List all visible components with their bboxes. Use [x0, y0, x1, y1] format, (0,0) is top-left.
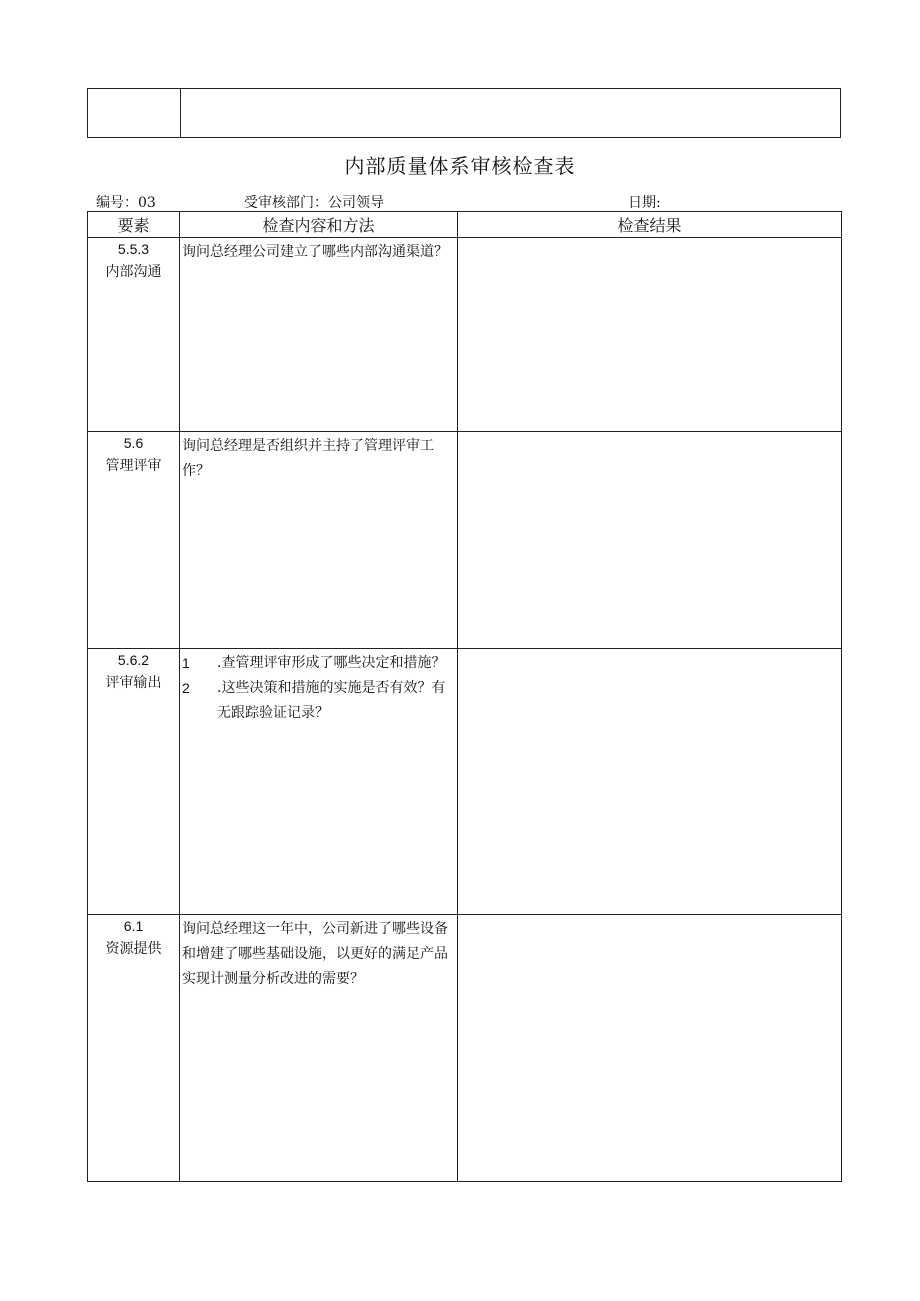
element-code: 6.1: [123, 918, 144, 934]
method-cell: [180, 649, 458, 915]
element-code: 5.5.3: [117, 241, 150, 257]
method-item-number: 2: [182, 680, 190, 696]
form-number: 编号：03: [96, 195, 156, 211]
result-cell[interactable]: [458, 238, 842, 432]
result-cell[interactable]: [458, 432, 842, 649]
method-item-text: .查管理评审形成了哪些决定和措施？: [217, 655, 446, 671]
table-row: [88, 432, 842, 649]
element-cell: [88, 238, 180, 432]
table-row: [88, 238, 842, 432]
top-header-box: [87, 88, 841, 138]
element-name: 评审输出: [105, 675, 162, 691]
element-cell: [88, 649, 180, 915]
audit-checklist-table: [87, 211, 842, 1182]
page-title: 内部质量体系审核检查表: [344, 154, 576, 178]
element-code: 5.6.2: [117, 652, 150, 668]
method-cell: [180, 432, 458, 649]
result-cell[interactable]: [458, 915, 842, 1182]
element-name: 资源提供: [105, 941, 162, 957]
method-text: 询问总经理这一年中，公司新进了哪些设备和增建了哪些基础设施，以更好的满足产品实现计测量分析改进的需要？: [182, 921, 448, 987]
table-header-row: [88, 212, 842, 238]
method-cell: [180, 238, 458, 432]
column-header-method: 检查内容和方法: [180, 212, 458, 238]
method-text: 询问总经理公司建立了哪些内部沟通渠道？: [182, 244, 448, 260]
method-item-number: 1: [182, 655, 190, 671]
table-row: [88, 649, 842, 915]
element-name: 内部沟通: [105, 264, 162, 280]
column-header-element: 要素: [88, 212, 180, 238]
method-cell: [180, 915, 458, 1182]
date-label: 日期:: [628, 195, 661, 211]
top-box-divider: [180, 89, 181, 137]
method-item-text: .这些决策和措施的实施是否有效？有无跟踪验证记录？: [217, 680, 446, 721]
element-cell: [88, 915, 180, 1182]
table-row: [88, 915, 842, 1182]
column-header-result: 检查结果: [458, 212, 842, 238]
element-cell: [88, 432, 180, 649]
method-list: [180, 649, 457, 726]
audited-department: 受审核部门：公司领导: [244, 195, 384, 211]
method-text: 询问总经理是否组织并主持了管理评审工作？: [182, 438, 434, 479]
element-code: 5.6: [123, 435, 144, 451]
method-item: [182, 676, 455, 726]
element-name: 管理评审: [105, 458, 162, 474]
method-item: [182, 651, 455, 676]
result-cell[interactable]: [458, 649, 842, 915]
